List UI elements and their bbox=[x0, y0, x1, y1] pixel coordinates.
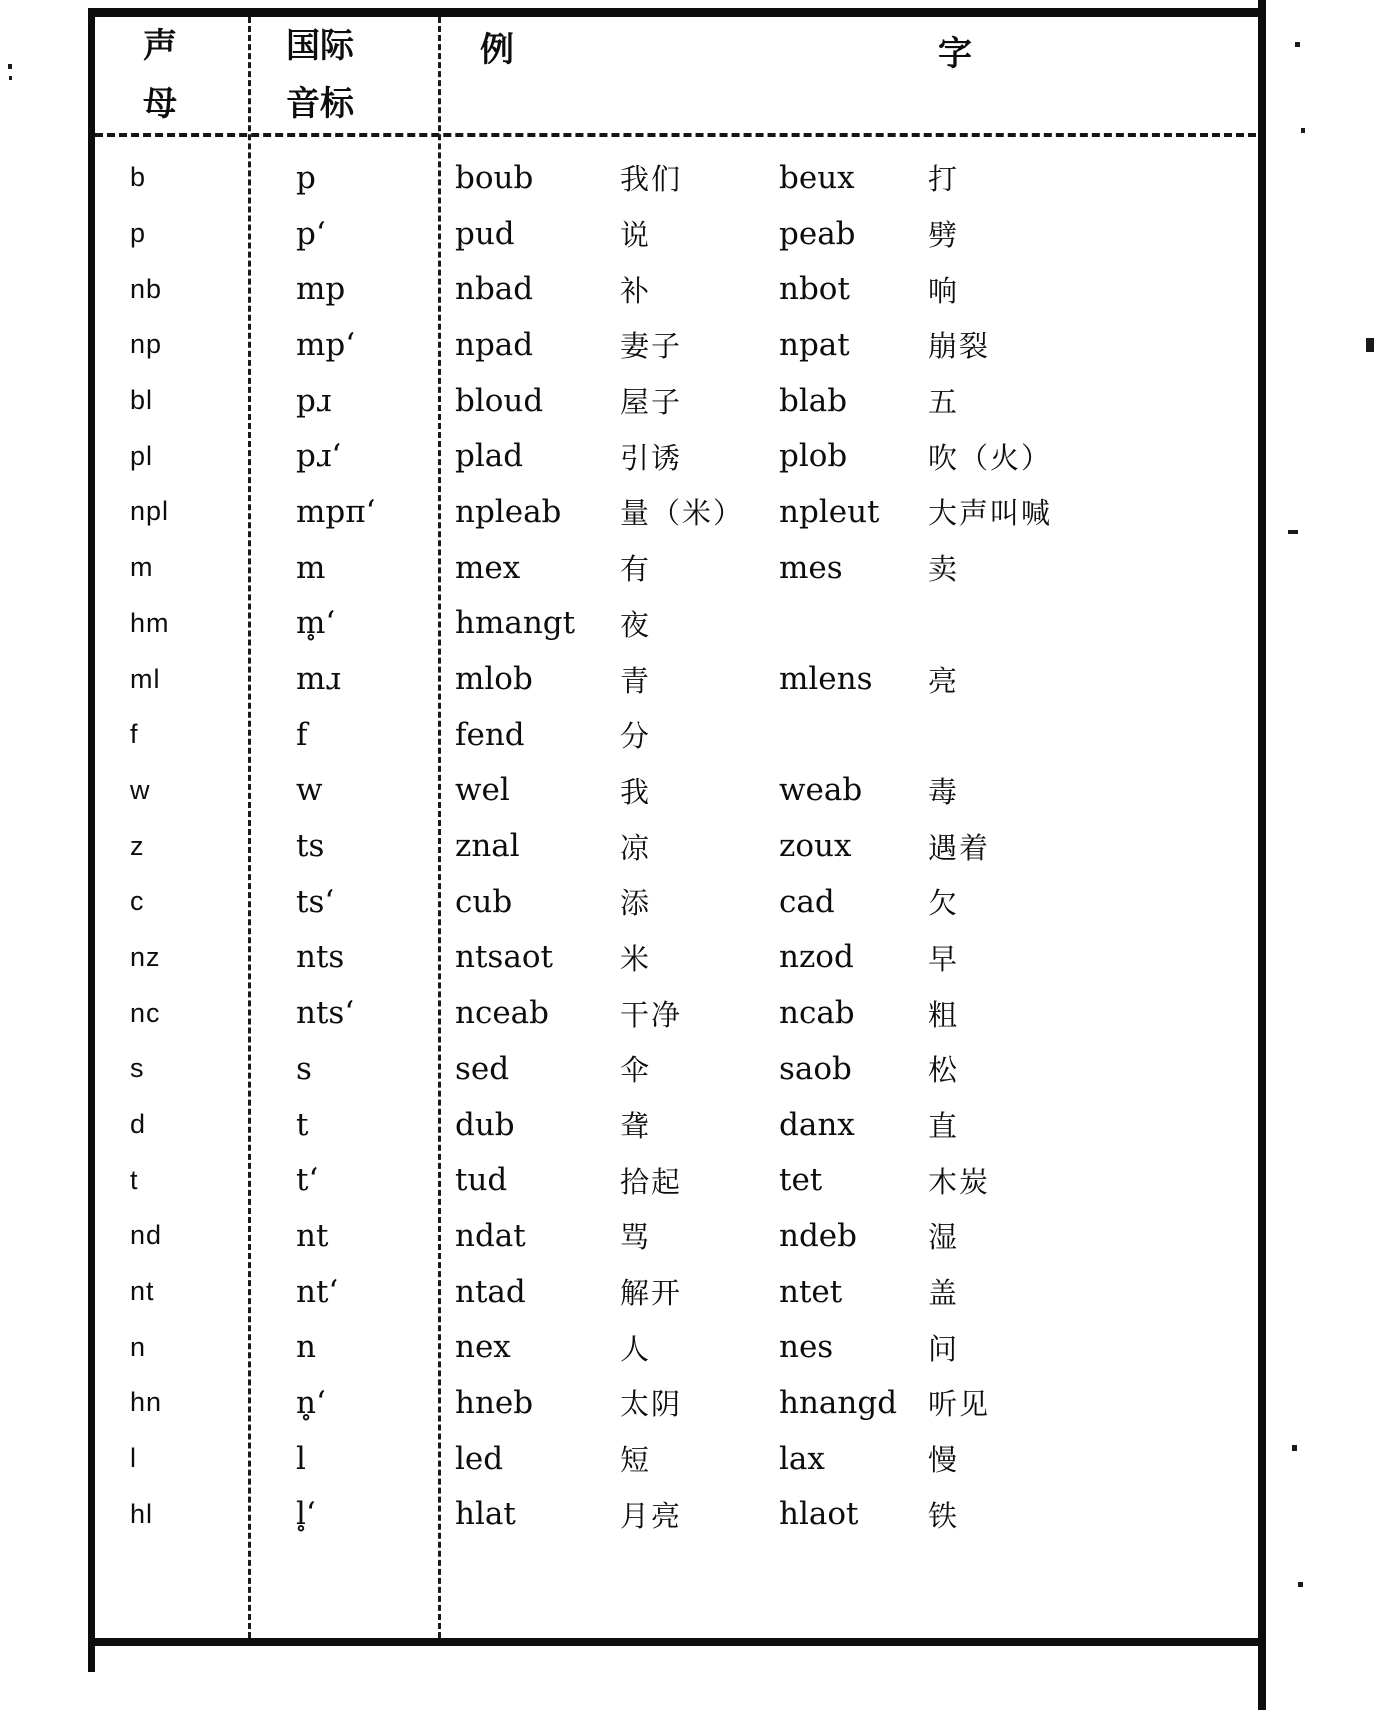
example-word-2: nzod bbox=[779, 939, 854, 976]
initial-cell: nt bbox=[130, 1276, 155, 1307]
example-word-1: pud bbox=[455, 215, 515, 252]
example-word-1: nceab bbox=[455, 995, 549, 1032]
initial-cell: hm bbox=[130, 607, 170, 638]
ipa-cell: l̥ʻ bbox=[296, 1496, 316, 1533]
example-gloss-1: 补 bbox=[620, 275, 652, 308]
example-gloss-1: 妻子 bbox=[620, 331, 683, 364]
initial-cell: nb bbox=[130, 273, 163, 304]
table-row bbox=[94, 874, 1258, 930]
table-row bbox=[94, 596, 1258, 652]
header-example-left: 例 bbox=[480, 32, 514, 69]
table-border-top bbox=[95, 8, 1262, 17]
example-gloss-1: 青 bbox=[620, 665, 652, 698]
initial-cell: nc bbox=[130, 997, 161, 1028]
scan-speck bbox=[1295, 42, 1300, 47]
header-ipa-line1: 国际 bbox=[286, 28, 354, 65]
example-gloss-2: 大声叫喊 bbox=[928, 498, 1053, 531]
header-ipa-column bbox=[286, 30, 354, 122]
example-gloss-1: 米 bbox=[620, 943, 652, 976]
table-row bbox=[94, 1097, 1258, 1153]
example-word-1: nex bbox=[455, 1329, 511, 1366]
scan-speck bbox=[1288, 530, 1298, 534]
example-gloss-2: 问 bbox=[928, 1333, 960, 1366]
example-gloss-2: 五 bbox=[928, 387, 960, 420]
example-word-2: plob bbox=[779, 438, 848, 475]
table-row bbox=[94, 261, 1258, 317]
example-word-2: zoux bbox=[779, 828, 852, 865]
example-gloss-1: 短 bbox=[620, 1445, 652, 1478]
table-row bbox=[94, 930, 1258, 986]
example-word-1: wel bbox=[455, 772, 510, 809]
scan-speck bbox=[9, 76, 12, 80]
example-word-1: fend bbox=[455, 716, 525, 753]
example-word-1: ntsaot bbox=[455, 939, 553, 976]
example-word-2: ntet bbox=[779, 1273, 843, 1310]
example-gloss-1: 分 bbox=[620, 721, 652, 754]
initial-cell: w bbox=[130, 774, 151, 805]
example-gloss-1: 凉 bbox=[620, 832, 652, 865]
table-row bbox=[94, 1431, 1258, 1487]
ipa-cell: tsʻ bbox=[296, 883, 335, 920]
header-example-right: 字 bbox=[938, 36, 972, 73]
initial-cell: p bbox=[130, 218, 147, 249]
table-row bbox=[94, 1152, 1258, 1208]
example-word-1: boub bbox=[455, 159, 534, 196]
table-row bbox=[94, 1487, 1258, 1543]
example-gloss-1: 人 bbox=[620, 1333, 652, 1366]
example-gloss-1: 添 bbox=[620, 888, 652, 921]
example-word-1: hmangt bbox=[455, 605, 576, 642]
example-word-2: mes bbox=[779, 549, 843, 586]
example-word-1: ndat bbox=[455, 1217, 526, 1254]
example-gloss-1: 干净 bbox=[620, 999, 683, 1032]
header-divider bbox=[95, 133, 1256, 137]
example-gloss-2: 打 bbox=[928, 164, 960, 197]
scan-speck bbox=[1366, 338, 1374, 352]
example-gloss-1: 拾起 bbox=[620, 1166, 683, 1199]
example-gloss-1: 说 bbox=[620, 220, 652, 253]
ipa-cell: pɹ bbox=[296, 382, 332, 419]
ipa-cell: w bbox=[296, 772, 323, 809]
example-word-1: hneb bbox=[455, 1384, 534, 1421]
example-gloss-1: 月亮 bbox=[620, 1500, 683, 1533]
table-row bbox=[94, 1208, 1258, 1264]
initial-cell: l bbox=[130, 1443, 137, 1474]
example-gloss-2: 听见 bbox=[928, 1389, 991, 1422]
example-gloss-2: 木炭 bbox=[928, 1166, 991, 1199]
initial-cell: t bbox=[130, 1164, 139, 1195]
example-word-2: beux bbox=[779, 159, 855, 196]
example-word-1: tud bbox=[455, 1162, 508, 1199]
example-gloss-2: 亮 bbox=[928, 665, 960, 698]
example-word-1: znal bbox=[455, 828, 520, 865]
ipa-cell: ntsʻ bbox=[296, 995, 355, 1032]
scan-speck bbox=[8, 64, 12, 69]
initial-cell: c bbox=[130, 886, 145, 917]
ipa-cell: pʻ bbox=[296, 215, 326, 252]
example-gloss-2: 响 bbox=[928, 275, 960, 308]
example-gloss-1: 我 bbox=[620, 776, 652, 809]
table-row bbox=[94, 1264, 1258, 1320]
initial-cell: hn bbox=[130, 1387, 163, 1418]
table-row bbox=[94, 317, 1258, 373]
header-initial-column bbox=[143, 30, 177, 122]
scan-speck bbox=[1301, 128, 1305, 133]
example-gloss-2: 吹（火） bbox=[928, 442, 1053, 475]
ipa-cell: n̥ʻ bbox=[296, 1384, 326, 1421]
example-word-2: cad bbox=[779, 883, 835, 920]
example-word-1: hlat bbox=[455, 1496, 516, 1533]
example-gloss-1: 量（米） bbox=[620, 498, 745, 531]
page-edge-line bbox=[1258, 0, 1266, 1710]
example-word-1: nbad bbox=[455, 271, 534, 308]
initial-cell: z bbox=[130, 830, 145, 861]
example-gloss-1: 聋 bbox=[620, 1111, 652, 1144]
example-word-1: npad bbox=[455, 326, 534, 363]
table-row bbox=[94, 1375, 1258, 1431]
example-gloss-1: 引诱 bbox=[620, 442, 683, 475]
example-gloss-1: 屋子 bbox=[620, 387, 683, 420]
table-row bbox=[94, 540, 1258, 596]
example-gloss-2: 铁 bbox=[928, 1500, 960, 1533]
ipa-cell: f bbox=[296, 716, 308, 753]
table-row bbox=[94, 428, 1258, 484]
initial-cell: nd bbox=[130, 1220, 163, 1251]
example-word-1: npleab bbox=[455, 493, 562, 530]
example-word-2: mlens bbox=[779, 661, 873, 698]
initial-cell: np bbox=[130, 329, 163, 360]
example-gloss-1: 我们 bbox=[620, 164, 683, 197]
ipa-cell: mɹ bbox=[296, 661, 341, 698]
example-word-1: plad bbox=[455, 438, 524, 475]
initial-cell: nz bbox=[130, 941, 161, 972]
ipa-cell: ntʻ bbox=[296, 1273, 339, 1310]
table-row bbox=[94, 1319, 1258, 1375]
example-gloss-2: 卖 bbox=[928, 554, 960, 587]
example-gloss-1: 解开 bbox=[620, 1278, 683, 1311]
example-gloss-2: 毒 bbox=[928, 776, 960, 809]
example-word-2: lax bbox=[779, 1440, 825, 1477]
ipa-cell: nts bbox=[296, 939, 345, 976]
ipa-cell: pɹʻ bbox=[296, 438, 342, 475]
table-row bbox=[94, 985, 1258, 1041]
initial-cell: m bbox=[130, 552, 154, 583]
table-row bbox=[94, 150, 1258, 206]
example-word-1: cub bbox=[455, 883, 513, 920]
example-word-2: tet bbox=[779, 1162, 823, 1199]
example-word-2: npleut bbox=[779, 493, 880, 530]
example-gloss-2: 盖 bbox=[928, 1278, 960, 1311]
header-ipa-line2: 音标 bbox=[286, 86, 354, 123]
example-gloss-2: 湿 bbox=[928, 1222, 960, 1255]
example-gloss-1: 太阴 bbox=[620, 1389, 683, 1422]
scan-speck bbox=[1292, 1445, 1297, 1451]
initial-cell: ml bbox=[130, 663, 161, 694]
example-word-2: blab bbox=[779, 382, 848, 419]
example-gloss-2: 劈 bbox=[928, 220, 960, 253]
initial-cell: n bbox=[130, 1331, 147, 1362]
ipa-cell: ts bbox=[296, 828, 325, 865]
ipa-cell: n bbox=[296, 1329, 316, 1366]
table-row bbox=[94, 707, 1258, 763]
table-border-bottom bbox=[95, 1638, 1262, 1646]
ipa-cell: m̥ʻ bbox=[296, 605, 336, 642]
example-word-2: npat bbox=[779, 326, 850, 363]
initial-cell: pl bbox=[130, 440, 154, 471]
ipa-cell: p bbox=[296, 159, 316, 196]
header-initial-line2: 母 bbox=[143, 86, 177, 123]
table-row bbox=[94, 484, 1258, 540]
example-gloss-1: 伞 bbox=[620, 1055, 652, 1088]
example-word-1: sed bbox=[455, 1050, 510, 1087]
example-word-2: ndeb bbox=[779, 1217, 857, 1254]
example-word-2: saob bbox=[779, 1050, 852, 1087]
example-word-2: ncab bbox=[779, 995, 855, 1032]
example-word-1: bloud bbox=[455, 382, 544, 419]
table-row bbox=[94, 763, 1258, 819]
ipa-cell: mp bbox=[296, 271, 346, 308]
example-gloss-1: 夜 bbox=[620, 609, 652, 642]
scan-speck bbox=[1298, 1582, 1303, 1587]
ipa-cell: t bbox=[296, 1106, 309, 1143]
initial-cell: s bbox=[130, 1053, 145, 1084]
initial-cell: bl bbox=[130, 385, 154, 416]
example-gloss-2: 慢 bbox=[928, 1445, 960, 1478]
example-word-2: nbot bbox=[779, 271, 850, 308]
example-word-2: nes bbox=[779, 1329, 834, 1366]
example-word-2: hlaot bbox=[779, 1496, 859, 1533]
example-word-2: peab bbox=[779, 215, 856, 252]
initial-cell: d bbox=[130, 1109, 147, 1140]
table-row bbox=[94, 206, 1258, 262]
table-row bbox=[94, 651, 1258, 707]
example-gloss-2: 直 bbox=[928, 1111, 960, 1144]
table-row bbox=[94, 373, 1258, 429]
initial-cell: f bbox=[130, 719, 139, 750]
example-gloss-2: 粗 bbox=[928, 999, 960, 1032]
ipa-cell: tʻ bbox=[296, 1162, 319, 1199]
example-word-2: hnangd bbox=[779, 1384, 898, 1421]
example-word-2: danx bbox=[779, 1106, 855, 1143]
initial-cell: hl bbox=[130, 1498, 154, 1529]
example-gloss-2: 崩裂 bbox=[928, 331, 991, 364]
ipa-cell: nt bbox=[296, 1217, 329, 1254]
example-gloss-1: 有 bbox=[620, 554, 652, 587]
example-gloss-2: 遇着 bbox=[928, 832, 991, 865]
example-word-1: dub bbox=[455, 1106, 515, 1143]
ipa-cell: mpπʻ bbox=[296, 493, 376, 530]
example-gloss-2: 早 bbox=[928, 943, 960, 976]
example-word-1: ntad bbox=[455, 1273, 526, 1310]
ipa-cell: s bbox=[296, 1050, 312, 1087]
ipa-cell: l bbox=[296, 1440, 306, 1477]
initial-cell: b bbox=[130, 162, 147, 193]
example-word-1: led bbox=[455, 1440, 504, 1477]
example-gloss-2: 欠 bbox=[928, 888, 960, 921]
example-gloss-2: 松 bbox=[928, 1055, 960, 1088]
header-initial-line1: 声 bbox=[143, 28, 177, 65]
example-gloss-1: 骂 bbox=[620, 1222, 652, 1255]
example-word-1: mlob bbox=[455, 661, 533, 698]
example-word-2: weab bbox=[779, 772, 863, 809]
table-row bbox=[94, 818, 1258, 874]
ipa-cell: mpʻ bbox=[296, 326, 356, 363]
table-body bbox=[94, 150, 1258, 1542]
initial-cell: npl bbox=[130, 496, 170, 527]
table-row bbox=[94, 1041, 1258, 1097]
example-word-1: mex bbox=[455, 549, 521, 586]
ipa-cell: m bbox=[296, 549, 326, 586]
